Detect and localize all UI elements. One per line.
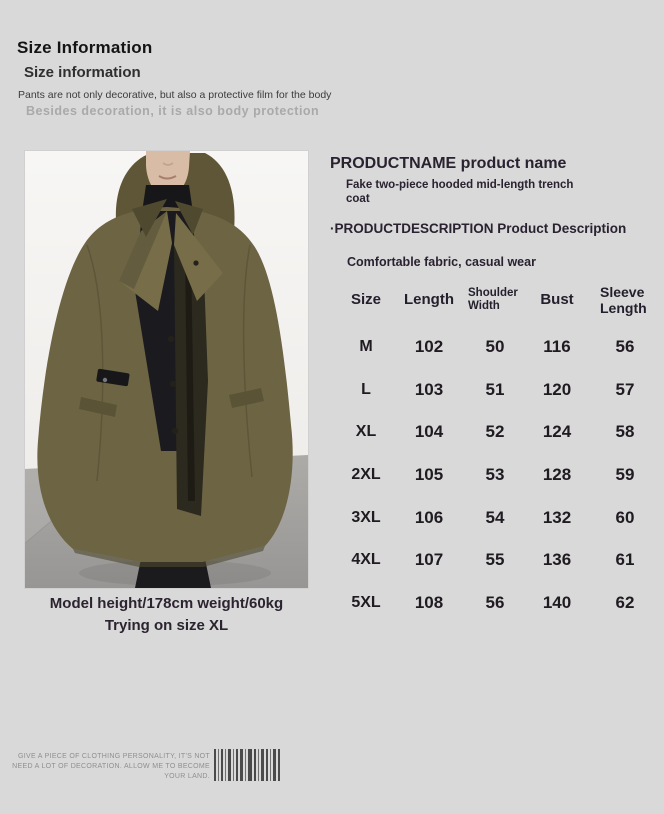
measurement-value: 51: [485, 379, 505, 399]
measurement-value: 116: [543, 337, 571, 357]
tagline-secondary: Besides decoration, it is also body protection: [26, 104, 320, 118]
measurement-value: 124: [542, 422, 572, 442]
measurement-value: 105: [414, 465, 444, 485]
measurement-value: 136: [542, 550, 572, 570]
model-stats: Model height/178cm weight/60kg: [49, 595, 284, 612]
size-table-row-xl: [338, 411, 662, 454]
size-table-row-2xl: [338, 454, 662, 497]
measurement-value: 62: [615, 592, 635, 612]
size-label: M: [359, 338, 373, 356]
size-label: 2XL: [351, 466, 381, 484]
measurement-value: 60: [615, 507, 635, 527]
measurement-value: 52: [485, 422, 505, 442]
column-header-shoulder-width: Shoulder Width: [468, 286, 518, 312]
size-label: L: [361, 380, 371, 398]
barcode-icon: [214, 749, 282, 781]
size-table-row-5xl: [338, 582, 662, 625]
measurement-value: 56: [615, 337, 635, 357]
intro-header: [17, 38, 331, 118]
measurement-value: 59: [615, 465, 635, 485]
coat-button: [168, 336, 174, 342]
product-description-heading: ·PRODUCTDESCRIPTION Product Description: [330, 220, 627, 236]
coat-button: [170, 381, 176, 387]
product-description-value: Comfortable fabric, casual wear: [347, 254, 536, 269]
size-table: [338, 278, 662, 624]
footer-slogan: [5, 752, 210, 782]
page-subtitle: Size information: [24, 64, 141, 81]
model-photo: [25, 151, 308, 588]
column-header-length: Length: [404, 291, 454, 309]
size-label: 3XL: [351, 508, 381, 526]
measurement-value: 56: [485, 592, 505, 612]
size-table-head: [338, 278, 662, 322]
column-header-size: Size: [350, 291, 381, 309]
measurement-value: 128: [542, 465, 572, 485]
column-header-bust: Bust: [540, 291, 574, 309]
size-table-row-3xl: [338, 496, 662, 539]
measurement-value: 106: [414, 507, 444, 527]
measurement-value: 50: [485, 337, 505, 357]
measurement-value: 103: [414, 379, 444, 399]
measurement-value: 61: [615, 550, 635, 570]
measurement-value: 57: [615, 379, 635, 399]
footer-slogan-line2: NEED A LOT OF DECORATION. ALLOW ME TO BECOME YOUR LAND.: [12, 763, 210, 780]
product-name-value: Fake two-piece hooded mid-length trench coat: [346, 179, 574, 205]
size-table-body: [338, 326, 662, 624]
measurement-value: 102: [414, 337, 444, 357]
product-info: [330, 155, 660, 269]
measurement-value: 55: [485, 550, 505, 570]
measurement-value: 120: [542, 379, 572, 399]
column-header-sleeve-length: Sleeve Length: [600, 283, 647, 316]
measurement-value: 53: [485, 465, 505, 485]
size-table-row-m: [338, 326, 662, 369]
measurement-value: 108: [414, 592, 444, 612]
measurement-value: 54: [485, 507, 505, 527]
page-title: Size Information: [17, 38, 153, 57]
size-label: 5XL: [351, 593, 381, 611]
model-size-worn: Trying on size XL: [104, 617, 229, 634]
coat-button: [172, 428, 178, 434]
footer-slogan-line1: GIVE A PIECE OF CLOTHING PERSONALITY, IT'S NOT: [18, 753, 210, 760]
size-table-row-l: [338, 369, 662, 412]
model-photo-illustration: [25, 151, 308, 588]
size-label: XL: [355, 423, 377, 441]
size-table-row-4xl: [338, 539, 662, 582]
measurement-value: 107: [414, 550, 444, 570]
tagline-primary: Pants are not only decorative, but also a protective film for the body: [18, 89, 332, 101]
product-name-heading: PRODUCTNAME product name: [330, 155, 567, 172]
measurement-value: 104: [414, 422, 444, 442]
measurement-value: 58: [615, 422, 635, 442]
measurement-value: 132: [542, 507, 572, 527]
size-label: 4XL: [351, 551, 381, 569]
measurement-value: 140: [542, 592, 572, 612]
model-caption: [25, 593, 308, 637]
